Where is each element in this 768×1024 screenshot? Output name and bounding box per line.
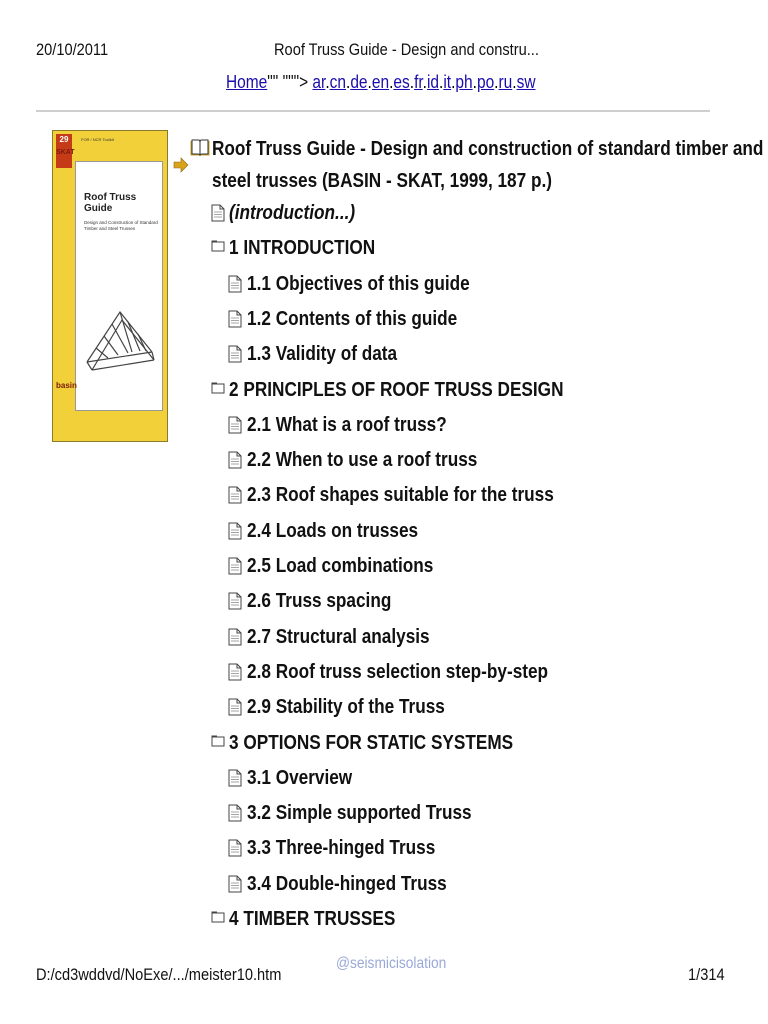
cover-number: 29 xyxy=(56,134,72,168)
lang-separator: . xyxy=(512,72,517,92)
language-link-en[interactable]: en xyxy=(371,72,390,92)
toc-chapter[interactable]: 2 PRINCIPLES OF ROOF TRUSS DESIGN xyxy=(229,378,564,401)
lang-separator: . xyxy=(389,72,394,92)
page-icon xyxy=(228,628,242,651)
page-icon xyxy=(228,592,242,615)
current-arrow-icon xyxy=(173,157,189,173)
cover-panel xyxy=(75,161,163,411)
lang-separator: . xyxy=(325,72,330,92)
toc-section[interactable]: 3.3 Three-hinged Truss xyxy=(247,837,436,860)
lang-separator: . xyxy=(367,72,372,92)
toc-section[interactable]: 2.6 Truss spacing xyxy=(247,590,392,613)
cover-brand-top: SKAT xyxy=(56,149,75,156)
book-title-line2[interactable]: steel trusses (BASIN - SKAT, 1999, 187 p.) xyxy=(212,170,552,192)
language-link-ru[interactable]: ru xyxy=(498,72,513,92)
toc-chapter[interactable]: 1 INTRODUCTION xyxy=(229,237,376,260)
toc-section[interactable]: 2.8 Roof truss selection step-by-step xyxy=(247,660,549,683)
toc-section[interactable]: 2.5 Load combinations xyxy=(247,555,434,577)
language-nav xyxy=(226,72,536,93)
page-icon xyxy=(228,839,242,862)
folder-icon xyxy=(211,734,225,752)
language-link-cn[interactable]: cn xyxy=(329,72,347,92)
page-icon xyxy=(228,804,242,827)
header-title: Roof Truss Guide - Design and constru... xyxy=(274,40,539,59)
toc-section[interactable]: 2.9 Stability of the Truss xyxy=(247,696,445,719)
book-cover-image[interactable] xyxy=(52,130,168,442)
language-link-sw[interactable]: sw xyxy=(516,72,536,92)
toc-section[interactable]: 1.1 Objectives of this guide xyxy=(247,272,470,295)
toc-section[interactable]: 2.1 What is a roof truss? xyxy=(247,413,447,436)
page-icon xyxy=(228,557,242,580)
page-icon xyxy=(228,416,242,439)
lang-separator: . xyxy=(451,72,456,92)
toc-section[interactable]: 2.7 Structural analysis xyxy=(247,625,430,648)
toc-section[interactable]: 1.3 Validity of data xyxy=(247,343,398,366)
toc-section[interactable]: 2.3 Roof shapes suitable for the truss xyxy=(247,484,554,507)
page-icon xyxy=(228,522,242,545)
cover-title: Roof Truss Guide xyxy=(84,192,137,214)
toc-chapter[interactable]: 4 TIMBER TRUSSES xyxy=(229,908,396,930)
cover-brand-bottom: basin xyxy=(56,381,77,390)
lang-separator: . xyxy=(346,72,351,92)
page-icon xyxy=(228,486,242,509)
language-link-po[interactable]: po xyxy=(476,72,495,92)
lang-separator: . xyxy=(422,72,427,92)
language-link-ph[interactable]: ph xyxy=(455,72,473,92)
folder-icon xyxy=(211,239,225,257)
toc-section[interactable]: 1.2 Contents of this guide xyxy=(247,307,458,330)
header-divider xyxy=(36,110,710,112)
page-icon xyxy=(211,204,225,227)
page-icon xyxy=(228,345,242,368)
nav-quotes: "" """> xyxy=(267,72,309,92)
cover-subtitle: Design and Construction of Standard Timber and Steel Trusses xyxy=(84,220,158,231)
language-link-ar[interactable]: ar xyxy=(312,72,326,92)
language-link-de[interactable]: de xyxy=(350,72,368,92)
footer-path: D:/cd3wddvd/NoExe/.../meister10.htm xyxy=(36,965,282,984)
lang-separator: . xyxy=(409,72,415,92)
book-title-line1[interactable]: Roof Truss Guide - Design and construction of standard timber and xyxy=(212,138,764,160)
folder-icon xyxy=(211,381,225,399)
toc-section[interactable]: 3.1 Overview xyxy=(247,766,353,789)
language-link-it[interactable]: it xyxy=(443,72,452,92)
page-number: 1/314 xyxy=(688,965,725,984)
page-icon xyxy=(228,310,242,333)
toc-section[interactable]: 2.2 When to use a roof truss xyxy=(247,449,478,472)
language-link-es[interactable]: es xyxy=(393,72,410,92)
truss-illustration-icon xyxy=(82,272,158,382)
language-link-id[interactable]: id xyxy=(426,72,440,92)
lang-separator: . xyxy=(494,72,499,92)
page-icon xyxy=(228,698,242,721)
toc-chapter[interactable]: 3 OPTIONS FOR STATIC SYSTEMS xyxy=(229,731,514,754)
page-icon xyxy=(228,769,242,792)
page-icon xyxy=(228,451,242,474)
lang-separator: . xyxy=(439,72,444,92)
home-link[interactable]: Home xyxy=(226,72,268,92)
page-icon xyxy=(228,663,242,686)
page-icon xyxy=(228,875,242,898)
toc-section[interactable]: 2.4 Loads on trusses xyxy=(247,519,419,542)
watermark: @seismicisolation xyxy=(336,955,447,972)
book-icon[interactable] xyxy=(190,137,210,157)
page-icon xyxy=(228,275,242,298)
header-date: 20/10/2011 xyxy=(36,40,109,59)
toc-section[interactable]: 3.2 Simple supported Truss xyxy=(247,802,472,825)
toc-section[interactable]: 3.4 Double-hinged Truss xyxy=(247,872,447,895)
toc-section[interactable]: (introduction...) xyxy=(229,202,356,224)
cover-series: FOR / NCR Toolkit xyxy=(81,137,114,142)
language-links xyxy=(312,72,535,92)
language-link-fr[interactable]: fr xyxy=(414,72,423,92)
lang-separator: . xyxy=(472,72,477,92)
folder-icon xyxy=(211,910,225,928)
